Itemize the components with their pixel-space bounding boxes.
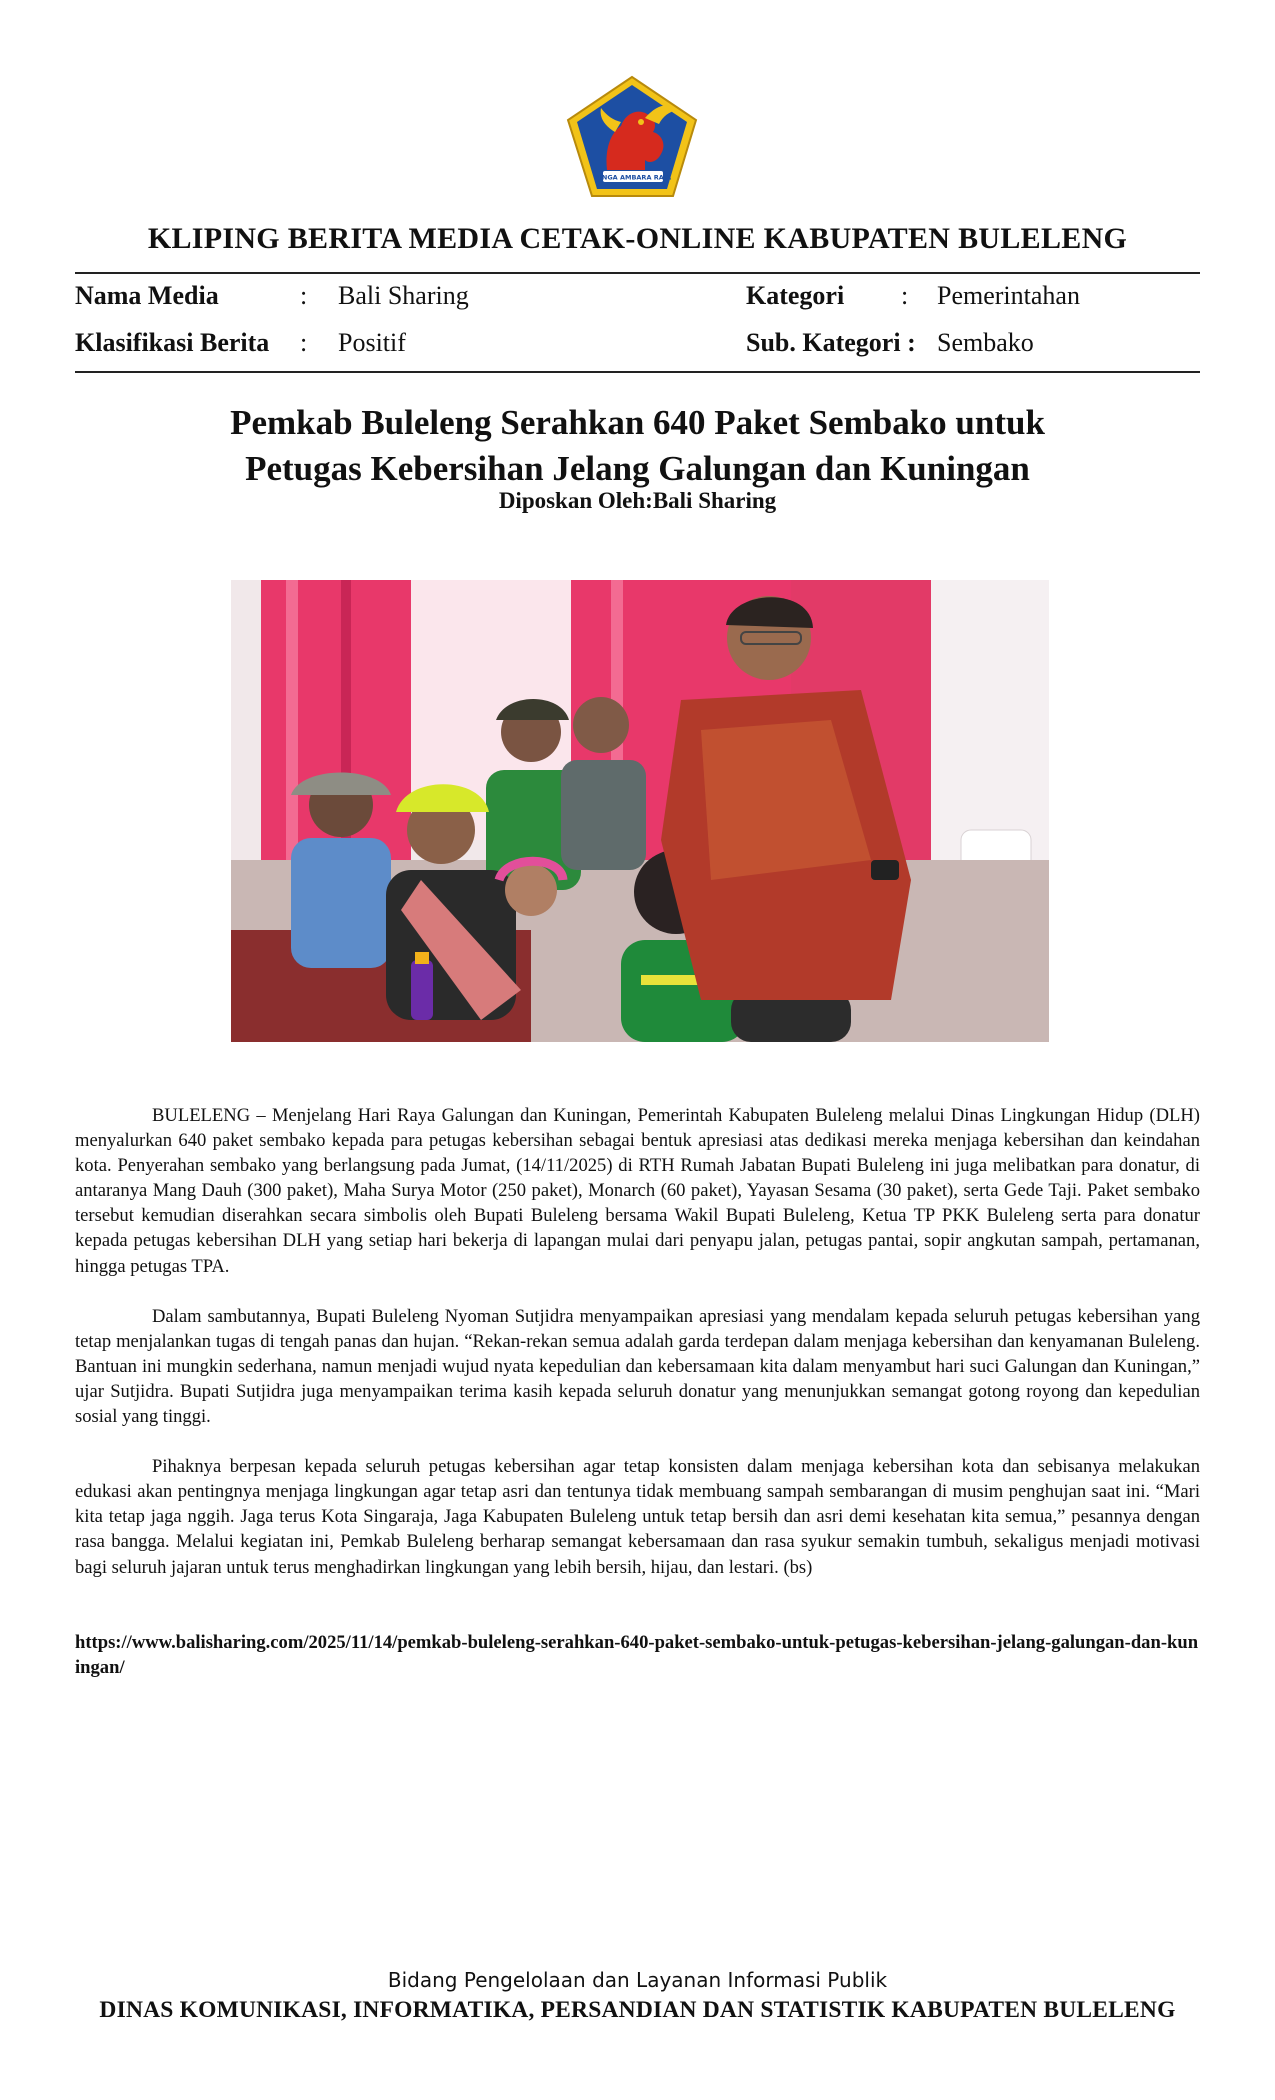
source-link[interactable]: https://www.balisharing.com/2025/11/14/pemkab-buleleng-serahkan-640-paket-sembako-untuk-petugas-kebersihan-jelang-galungan-dan-kuningan/ [75, 1632, 1199, 1679]
header-divider-top [75, 272, 1200, 274]
article-body [75, 1103, 1200, 1605]
media-separator: : [300, 281, 308, 310]
article-photo [231, 580, 1049, 1042]
article-paragraph: Dalam sambutannya, Bupati Buleleng Nyoman Sutjidra menyampaikan apresiasi yang mendalam kepada seluruh petugas kebersihan yang tetap menjalankan tugas di tengah panas dan hujan. “Rekan-rekan semua adalah garda terdepan dalam menjaga kebersihan dan kenyamanan Buleleng. Bantuan ini mungkin sederhana, namun menjadi wujud nyata kepedulian dan kebersamaan kita dalam menyambut hari suci Galungan dan Kuningan,” ujar Sutjidra. Bupati Sutjidra juga menyampaikan terima kasih kepada seluruh donatur yang menunjukkan semangat gotong royong dan kepedulian sosial yang tinggi. [75, 1305, 1200, 1428]
article-headline [75, 400, 1200, 492]
media-value: Bali Sharing [338, 281, 469, 310]
category-label: Kategori [746, 281, 845, 310]
category-separator: : [901, 281, 909, 310]
article-paragraph: Pihaknya berpesan kepada seluruh petugas kebersihan agar tetap konsisten dalam menjaga kebersihan kota dan sebisanya melakukan edukasi akan pentingnya menjaga lingkungan agar tetap asri dan tentunya tidak membuang sampah sembarangan di musim penghujan saat ini. “Mari kita tetap jaga nggih. Jaga terus Kota Singaraja, Jaga Kabupaten Buleleng untuk tetap bersih dan asri demi kesehatan kita semua,” pesannya dengan rasa bangga. Melalui kegiatan ini, Pemkab Buleleng berharap semangat kebersamaan dan rasa syukur semakin tumbuh, sekaligus menjadi motivasi bagi seluruh jajaran untuk terus menghadirkan lingkungan yang lebih bersih, hijau, dan lestari. (bs) [75, 1456, 1200, 1578]
media-label: Nama Media [75, 281, 219, 310]
category-value: Pemerintahan [937, 281, 1080, 310]
classification-label: Klasifikasi Berita [75, 328, 270, 357]
headline-line-1: Pemkab Buleleng Serahkan 640 Paket Sembako untuk [230, 403, 1045, 442]
article-byline: Diposkan Oleh:Bali Sharing [498, 488, 777, 513]
header-divider-bottom [75, 371, 1200, 373]
classification-separator: : [300, 328, 308, 357]
classification-value: Positif [338, 328, 406, 357]
footer-agency: DINAS KOMUNIKASI, INFORMATIKA, PERSANDIAN DAN STATISTIK KABUPATEN BULELENG [99, 1997, 1176, 2023]
subcategory-value: Sembako [937, 328, 1034, 357]
document-title: KLIPING BERITA MEDIA CETAK-ONLINE KABUPATEN BULELENG [147, 222, 1128, 255]
crest-motto: SINGA AMBARA RAJA [594, 173, 672, 182]
article-paragraph: BULELENG – Menjelang Hari Raya Galungan dan Kuningan, Pemerintah Kabupaten Buleleng melalui Dinas Lingkungan Hidup (DLH) menyalurkan 640 paket sembako kepada para petugas kebersihan sebagai bentuk apresiasi atas dedikasi mereka menjaga kebersihan dan keindahan kota. Penyerahan sembako yang berlangsung pada Jumat, (14/11/2025) di RTH Rumah Jabatan Bupati Buleleng ini juga melibatkan para donatur, di antaranya Mang Dauh (300 paket), Maha Surya Motor (250 paket), Monarch (60 paket), Yayasan Sesama (30 paket), serta Gede Taji. Paket sembako tersebut kemudian diserahkan secara simbolis oleh Bupati Buleleng bersama Wakil Bupati Buleleng, Ketua TP PKK Buleleng serta para donatur kepada petugas kebersihan DLH yang setiap hari bekerja di lapangan mulai dari penyapu jalan, petugas pantai, sopir angkutan sampah, pertamanan, hingga petugas TPA. [75, 1105, 1200, 1277]
subcategory-label: Sub. Kategori : [746, 328, 916, 357]
regency-crest-icon [565, 74, 700, 200]
event-photo-illustration [231, 580, 1049, 1042]
headline-line-2: Petugas Kebersihan Jelang Galungan dan Kuningan [245, 449, 1030, 488]
footer-subtitle: Bidang Pengelolaan dan Layanan Informasi Publik [387, 1968, 888, 1992]
regency-logo [565, 74, 700, 200]
